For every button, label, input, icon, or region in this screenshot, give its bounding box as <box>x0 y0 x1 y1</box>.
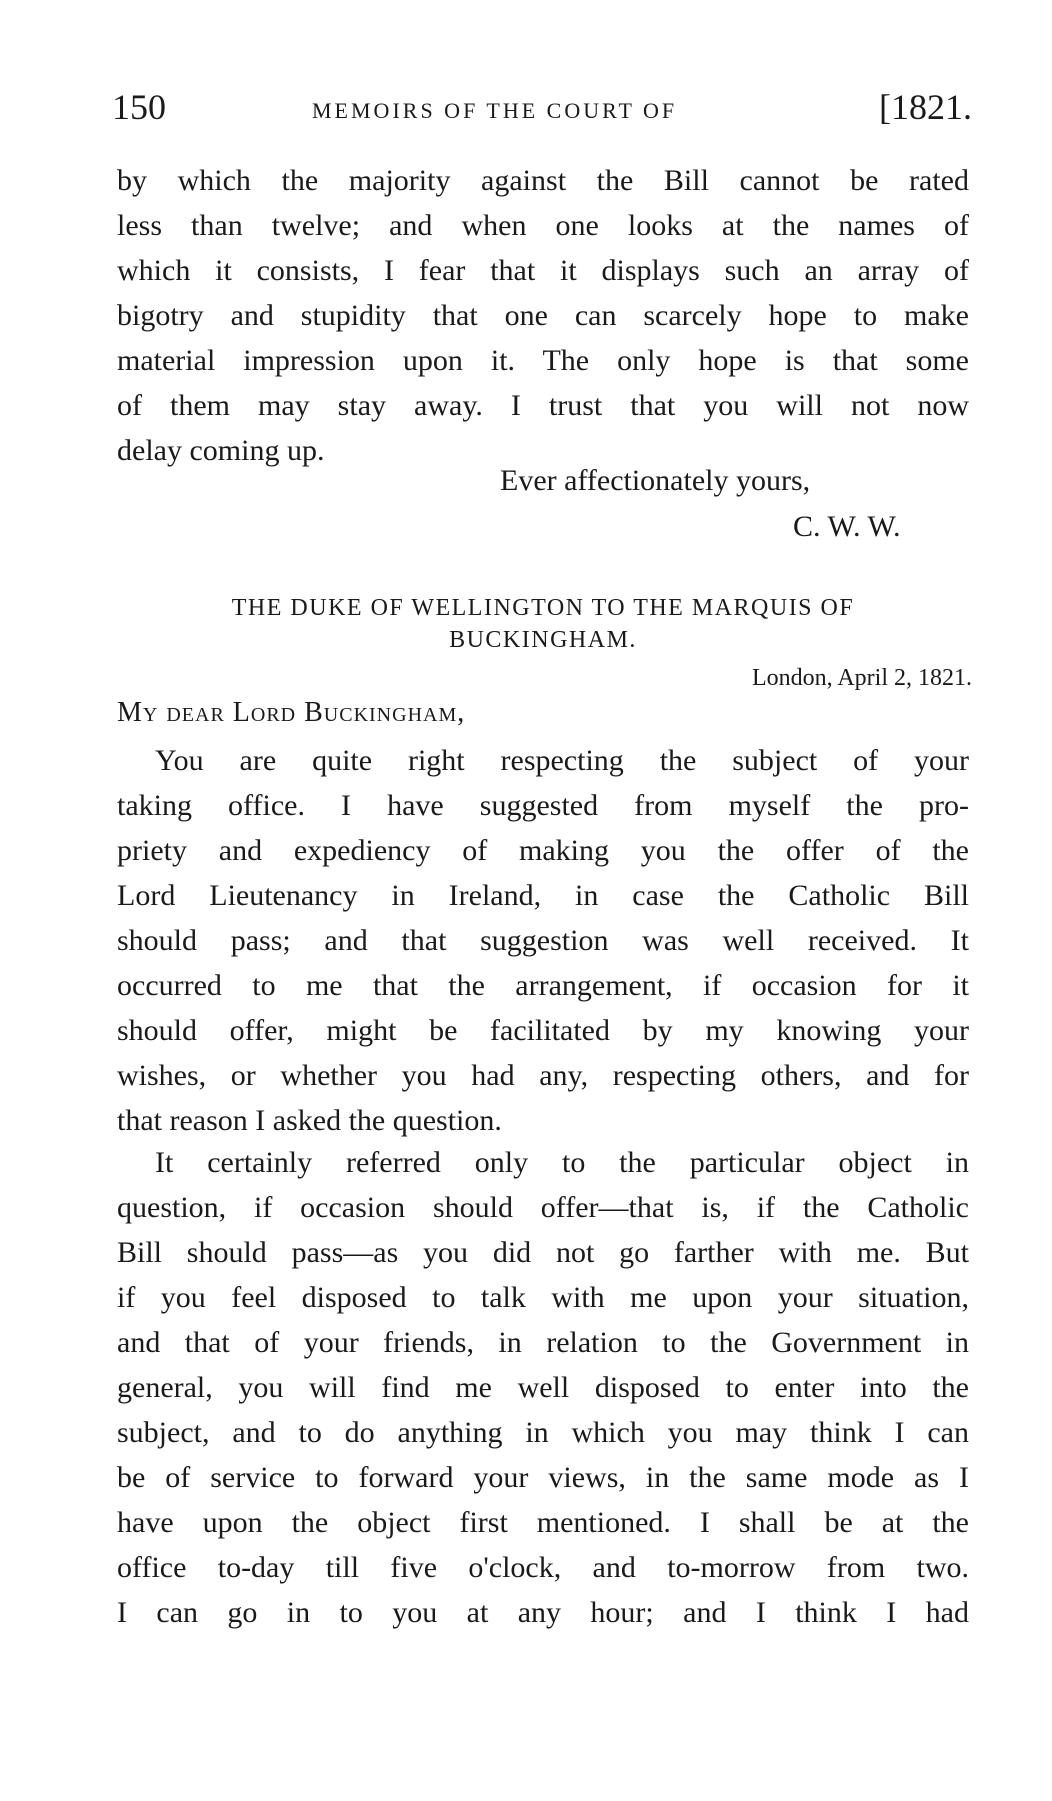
text-line: taking office. I have suggested from myself the pro- <box>117 789 969 822</box>
text-line: by which the majority against the Bill cannot be rated <box>117 164 969 197</box>
text-line: general, you will find me well disposed to enter into the <box>117 1371 969 1404</box>
text-line: which it consists, I fear that it displays such an array of <box>117 254 969 287</box>
signature: C. W. W. <box>793 510 901 543</box>
text-line: I can go in to you at any hour; and I think I had <box>117 1596 969 1629</box>
text-line: of them may stay away. I trust that you will not now <box>117 389 969 422</box>
valediction: Ever affectionately yours, <box>500 464 811 497</box>
text-line: should pass; and that suggestion was well received. It <box>117 924 969 957</box>
text-line: occurred to me that the arrangement, if occasion for it <box>117 969 969 1002</box>
paragraph-2 <box>117 1140 969 1635</box>
running-title: MEMOIRS OF THE COURT OF <box>312 98 678 123</box>
letter-heading <box>117 592 969 656</box>
salutation: My dear Lord Buckingham, <box>117 697 466 728</box>
running-year: [1821. <box>879 87 972 127</box>
letter-heading-line2: BUCKINGHAM. <box>449 627 637 653</box>
continuation-paragraph <box>117 158 969 473</box>
text-line: Lord Lieutenancy in Ireland, in case the Catholic Bill <box>117 879 969 912</box>
paragraph-1 <box>117 738 969 1143</box>
text-line: wishes, or whether you had any, respecting others, and for <box>117 1059 969 1092</box>
text-line: material impression upon it. The only hope is that some <box>117 344 969 377</box>
text-line: and that of your friends, in relation to the Government in <box>117 1326 969 1359</box>
dateline: London, April 2, 1821. <box>752 665 972 691</box>
text-line: less than twelve; and when one looks at the names of <box>117 209 969 242</box>
letter-heading-line1: THE DUKE OF WELLINGTON TO THE MARQUIS OF <box>231 595 855 621</box>
text-line: Bill should pass—as you did not go farther with me. But <box>117 1236 969 1269</box>
text-line: delay coming up. <box>117 434 325 467</box>
text-line: It certainly referred only to the particular object in <box>155 1146 969 1179</box>
text-line: office to-day till five o'clock, and to-morrow from two. <box>117 1551 969 1584</box>
text-line: priety and expediency of making you the offer of the <box>117 834 969 867</box>
page-number: 150 <box>112 87 166 127</box>
running-head <box>112 84 972 134</box>
text-line: that reason I asked the question. <box>117 1104 502 1137</box>
text-line: should offer, might be facilitated by my knowing your <box>117 1014 969 1047</box>
text-line: subject, and to do anything in which you may think I can <box>117 1416 969 1449</box>
text-line: bigotry and stupidity that one can scarcely hope to make <box>117 299 969 332</box>
text-line: be of service to forward your views, in the same mode as I <box>117 1461 969 1494</box>
text-line: if you feel disposed to talk with me upon your situation, <box>117 1281 969 1314</box>
text-line: question, if occasion should offer—that is, if the Catholic <box>117 1191 969 1224</box>
text-line: have upon the object first mentioned. I shall be at the <box>117 1506 969 1539</box>
text-line: You are quite right respecting the subject of your <box>155 744 969 777</box>
